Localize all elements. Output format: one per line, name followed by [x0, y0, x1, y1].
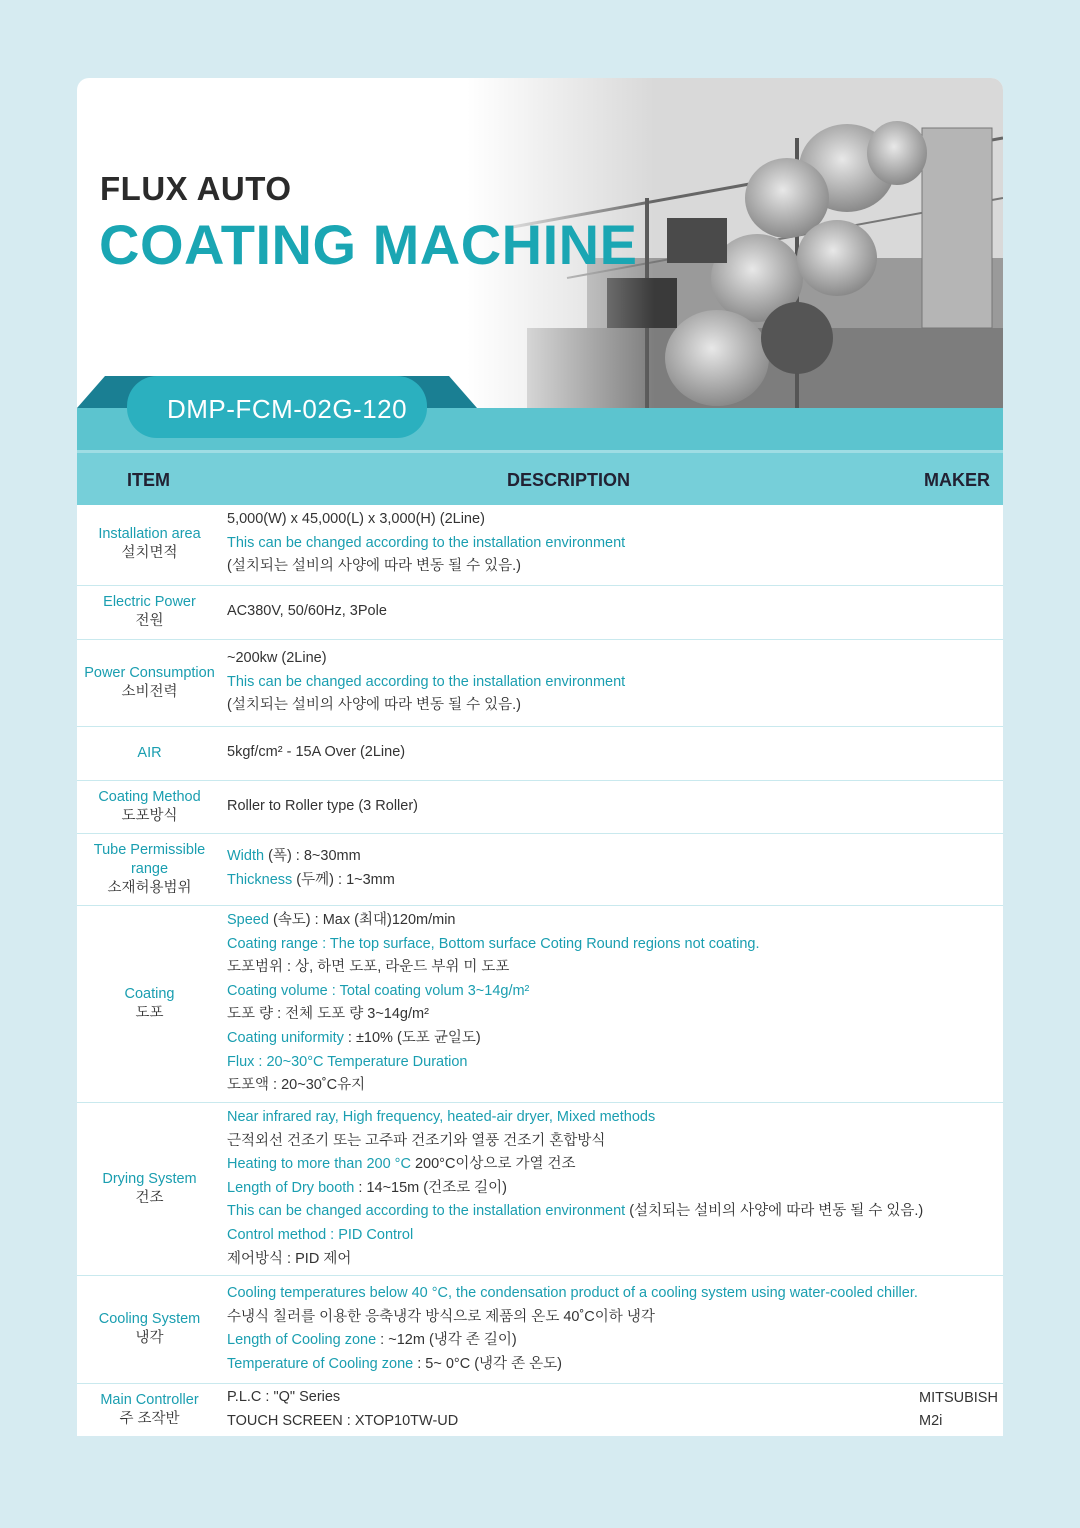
description-text: : ±10% (도포 균일도): [343, 1029, 481, 1046]
description-line: [227, 741, 927, 765]
description-text: Width: [227, 848, 265, 864]
description-line: [227, 933, 927, 957]
description-text: Length of Cooling zone: [227, 1332, 377, 1349]
description-text: (설치되는 설비의 사양에 따라 변동 될 수 있음.): [227, 558, 522, 575]
item-label-en: Drying System: [102, 1171, 197, 1187]
table-row: [77, 905, 1003, 1103]
description-line: [227, 845, 927, 869]
title-line-2: COATING MACHINE: [99, 213, 638, 276]
description-text: ~200kw (2Line): [227, 650, 327, 666]
description-text: (속도) : Max (최대)120m/min: [268, 912, 456, 928]
description-text: 도포범위 : 상, 하면 도포, 라운드 부위 미 도포: [227, 959, 510, 976]
table-row: [77, 585, 1003, 640]
description-text: 도포액 : 20~30˚C유지: [227, 1077, 366, 1094]
item-label-ko: 도포방식: [121, 808, 178, 824]
description-text: P.L.C : "Q" Series: [227, 1389, 341, 1405]
description-text: Coating volume : Total coating volum 3~14g/m²: [227, 982, 530, 999]
description-line: [227, 555, 927, 579]
description-text: 도포 량 : 전체 도포 량 3~14g/m²: [227, 1006, 429, 1023]
description-line: [227, 1200, 927, 1224]
description-cell: [227, 1386, 927, 1433]
item-label-ko: 건조: [135, 1190, 164, 1206]
description-line: [227, 671, 927, 695]
item-label-en: Cooling System: [98, 1311, 201, 1327]
description-line: [227, 1106, 927, 1130]
description-line: [227, 1130, 927, 1154]
description-cell: [227, 909, 927, 1098]
item-label: [77, 1310, 222, 1348]
description-line: [227, 1027, 927, 1051]
description-line: [227, 795, 927, 819]
description-line: [227, 1051, 927, 1075]
table-row: [77, 780, 1003, 834]
table-row: [77, 1102, 1003, 1276]
description-cell: [227, 741, 927, 765]
description-text: Heating to more than 200 °C: [227, 1156, 411, 1173]
description-line: [227, 1410, 927, 1434]
description-text: 200°C이상으로 가열 건조: [410, 1156, 576, 1173]
item-label-ko: 소비전력: [121, 684, 178, 700]
maker-text: MITSUBISH: [919, 1390, 998, 1406]
table-header: [77, 450, 1003, 505]
description-line: [227, 1074, 927, 1098]
description-text: Temperature of Cooling zone: [227, 1355, 414, 1372]
table-row: [77, 726, 1003, 781]
description-cell: [227, 508, 927, 579]
description-line: [227, 1153, 927, 1177]
item-label-en: Main Controller: [100, 1392, 199, 1408]
title-line-1: FLUX AUTO: [100, 170, 292, 207]
description-text: This can be changed according to the installation environment: [227, 534, 626, 551]
maker-cell: [919, 1387, 1003, 1433]
description-cell: [227, 1282, 927, 1376]
description-text: 5,000(W) x 45,000(L) x 3,000(H) (2Line): [227, 511, 485, 527]
description-text: Flux : 20~30°C Temperature Duration: [227, 1053, 468, 1070]
model-number: DMP-FCM-02G-120: [167, 394, 408, 424]
table-row: [77, 1275, 1003, 1384]
description-cell: [227, 647, 927, 718]
item-label: [77, 985, 222, 1023]
description-line: [227, 1248, 927, 1272]
description-text: Control method : PID Control: [227, 1226, 414, 1243]
table-row: [77, 833, 1003, 906]
header-item: ITEM: [127, 470, 170, 490]
description-cell: [227, 845, 927, 892]
table-row: [77, 1383, 1003, 1436]
item-label: [77, 1170, 222, 1208]
description-text: Near infrared ray, High frequency, heated-air dryer, Mixed methods: [227, 1109, 656, 1125]
description-text: This can be changed according to the installation environment: [227, 1203, 626, 1220]
item-label: [77, 664, 222, 702]
item-label-en: AIR: [137, 745, 162, 761]
description-text: AC380V, 50/60Hz, 3Pole: [227, 603, 387, 619]
description-text: (설치되는 설비의 사양에 따라 변동 될 수 있음.): [227, 697, 522, 714]
item-label-en: Installation area: [98, 526, 201, 542]
description-line: [227, 980, 927, 1004]
description-line: [227, 600, 927, 624]
description-line: [227, 532, 927, 556]
item-label-en: Electric Power: [103, 594, 196, 610]
item-label-ko: 설치면적: [121, 545, 178, 561]
item-label: [77, 1391, 222, 1429]
spec-sheet-card: [77, 78, 1003, 1436]
item-label-ko: 도포: [135, 1005, 164, 1021]
table-row: [77, 502, 1003, 586]
item-label-en: Coating Method: [98, 789, 201, 805]
item-label-en: Coating: [124, 986, 175, 1002]
item-label-ko: 냉각: [135, 1330, 164, 1346]
description-text: Roller to Roller type (3 Roller): [227, 798, 418, 814]
description-line: [227, 1282, 927, 1306]
description-text: This can be changed according to the installation environment: [227, 673, 626, 690]
description-text: : 5~ 0°C (냉각 존 온도): [413, 1355, 562, 1372]
description-line: [227, 1386, 927, 1410]
item-label: [77, 744, 222, 763]
description-line: [227, 869, 927, 893]
description-line: [227, 647, 927, 671]
description-text: 제어방식 : PID 제어: [227, 1250, 352, 1267]
description-text: TOUCH SCREEN : XTOP10TW-UD: [227, 1412, 459, 1429]
description-line: [227, 1353, 927, 1377]
description-line: [227, 1306, 927, 1330]
description-text: Speed: [227, 912, 269, 928]
description-text: (설치되는 설비의 사양에 따라 변동 될 수 있음.): [625, 1203, 924, 1220]
item-label: [77, 788, 222, 826]
description-line: [227, 1329, 927, 1353]
description-text: 5kgf/cm² - 15A Over (2Line): [227, 744, 406, 760]
description-text: : 14~15m (건조로 길이): [354, 1179, 508, 1196]
description-text: Thickness: [227, 871, 293, 888]
description-line: [227, 1224, 927, 1248]
item-label-en: Power Consumption: [84, 665, 215, 681]
description-cell: [227, 795, 927, 819]
description-text: 수냉식 칠러를 이용한 응축냉각 방식으로 제품의 온도 40˚C이하 냉각: [227, 1308, 655, 1325]
item-label-ko: 전원: [135, 613, 164, 629]
header-description: DESCRIPTION: [507, 470, 631, 490]
description-line: [227, 956, 927, 980]
item-label-ko: 주 조작반: [119, 1411, 180, 1427]
item-label: [77, 525, 222, 563]
description-text: Coating uniformity: [227, 1029, 344, 1046]
item-label: [77, 593, 222, 631]
description-text: (두께) : 1~3mm: [292, 871, 395, 888]
description-line: [227, 1177, 927, 1201]
description-text: Coating range : The top surface, Bottom surface Coting Round regions not coating.: [227, 935, 760, 952]
description-text: (폭) : 8~30mm: [264, 848, 361, 864]
description-cell: [227, 600, 927, 624]
description-line: [227, 909, 927, 933]
item-label: [77, 841, 222, 898]
description-cell: [227, 1106, 927, 1271]
maker-text: M2i: [919, 1413, 943, 1429]
description-text: 근적외선 건조기 또는 고주파 건조기와 열풍 건조기 혼합방식: [227, 1132, 606, 1149]
item-label-en: Tube Permissible range: [93, 842, 206, 877]
description-line: [227, 1003, 927, 1027]
header-maker: MAKER: [924, 470, 990, 490]
description-text: Cooling temperatures below 40 °C, the condensation product of a cooling system using water-cooled chiller.: [227, 1285, 918, 1301]
description-line: [227, 508, 927, 532]
description-line: [227, 694, 927, 718]
table-row: [77, 639, 1003, 727]
description-text: : ~12m (냉각 존 길이): [376, 1332, 517, 1349]
description-text: Length of Dry booth: [227, 1179, 355, 1196]
item-label-ko: 소재허용범위: [107, 880, 192, 896]
